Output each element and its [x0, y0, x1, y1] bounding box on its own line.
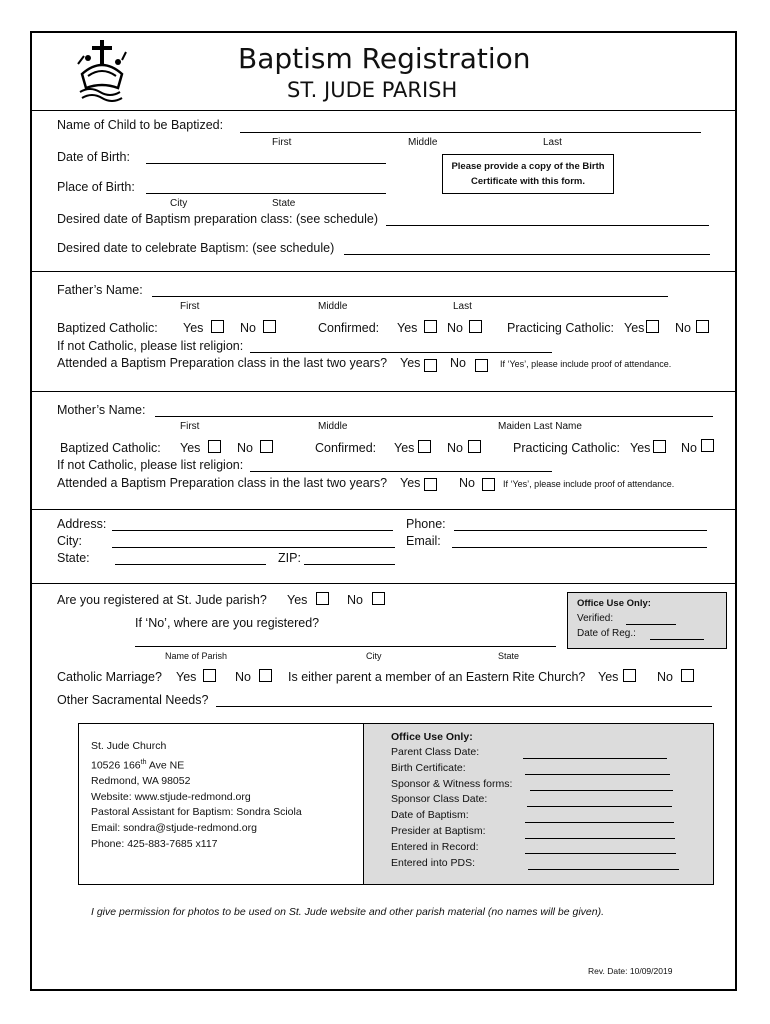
photo-permission: I give permission for photos to be used on St. Jude website and other parish material (no names will be given). [91, 906, 605, 918]
registered-label: Are you registered at St. Jude parish? [57, 593, 267, 607]
divider [32, 271, 735, 272]
sublabel: Middle [318, 421, 348, 432]
office-item: Parent Class Date: [391, 746, 480, 758]
eastern-yes-checkbox[interactable] [623, 669, 636, 682]
father-confirmed-label: Confirmed: [318, 321, 380, 335]
sublabel: State [272, 198, 296, 209]
office-field[interactable] [525, 853, 676, 854]
registered-no-checkbox[interactable] [372, 592, 385, 605]
date-reg-field[interactable] [650, 639, 704, 640]
father-proof-note: If ‘Yes’, please include proof of attendance. [500, 359, 672, 369]
mother-attended-yes-checkbox[interactable] [424, 478, 437, 491]
divider [32, 509, 735, 510]
mother-proof-note: If ‘Yes’, please include proof of attendance. [503, 479, 675, 489]
office-field[interactable] [523, 758, 667, 759]
no-label: No [459, 476, 475, 490]
sublabel: Last [453, 301, 472, 312]
pob-label: Place of Birth: [57, 180, 135, 194]
city-label: City: [57, 534, 82, 548]
office-item: Presider at Baptism: [391, 824, 486, 837]
eastern-no-checkbox[interactable] [681, 669, 694, 682]
mother-baptized-yes-checkbox[interactable] [208, 440, 221, 453]
mother-name-field[interactable] [155, 416, 713, 417]
child-name-field[interactable] [240, 132, 701, 133]
church-name: St. Jude Church [91, 740, 167, 752]
church-website[interactable]: Website: www.stjude-redmond.org [91, 790, 251, 803]
mother-confirmed-label: Confirmed: [315, 441, 377, 455]
church-street [91, 755, 302, 774]
prep-class-label: Desired date of Baptism preparation class: (see schedule) [57, 212, 378, 226]
office-item: Sponsor Class Date: [391, 793, 488, 806]
state-label: State: [57, 551, 90, 565]
mother-religion-label: If not Catholic, please list religion: [57, 458, 244, 472]
contact-email[interactable]: Email: sondra@stjude-redmond.org [91, 822, 257, 835]
email-field[interactable] [452, 547, 707, 548]
mother-name-label: Mother’s Name: [57, 403, 146, 417]
office-field[interactable] [525, 774, 670, 775]
phone-field[interactable] [454, 530, 707, 531]
contact-phone: Phone: 425-883-7685 x117 [91, 837, 218, 850]
office-item: Entered in Record: [391, 840, 479, 853]
sublabel: First [180, 301, 200, 312]
yes-label: Yes [624, 321, 645, 335]
yes-label: Yes [397, 321, 418, 335]
state-field[interactable] [115, 564, 266, 565]
yes-label: Yes [630, 441, 651, 455]
street-number: 10526 166 [91, 759, 141, 772]
yes-label: Yes [176, 670, 197, 684]
father-baptized-yes-checkbox[interactable] [211, 320, 224, 333]
mother-attended-no-checkbox[interactable] [482, 478, 495, 491]
father-name-field[interactable] [152, 296, 668, 297]
street-name: Ave NE [146, 759, 185, 772]
father-confirmed-no-checkbox[interactable] [469, 320, 482, 333]
divider [32, 110, 735, 111]
verified-field[interactable] [626, 624, 676, 625]
yes-label: Yes [400, 476, 421, 490]
mother-practicing-label: Practicing Catholic: [513, 441, 620, 455]
father-baptized-no-checkbox[interactable] [263, 320, 276, 333]
office-use-title: Office Use Only: [577, 598, 651, 609]
other-needs-field[interactable] [216, 706, 712, 707]
sublabel: City [170, 198, 188, 209]
address-label: Address: [57, 517, 107, 531]
parish-logo-icon [74, 38, 130, 102]
zip-label: ZIP: [278, 551, 301, 565]
where-registered-label: If ‘No’, where are you registered? [135, 616, 320, 630]
office-field[interactable] [525, 822, 674, 823]
office-item: Birth Certificate: [391, 761, 466, 774]
divider [32, 583, 735, 584]
marriage-no-checkbox[interactable] [259, 669, 272, 682]
verified-label: Verified: [577, 613, 614, 624]
father-attended-yes-checkbox[interactable] [424, 359, 437, 372]
contact-info [91, 739, 302, 852]
father-practicing-yes-checkbox[interactable] [646, 320, 659, 333]
father-baptized-label: Baptized Catholic: [57, 321, 158, 335]
sublabel: State [498, 651, 520, 661]
dob-field[interactable] [146, 163, 386, 164]
no-label: No [675, 321, 691, 335]
no-label: No [681, 441, 697, 455]
divider [32, 391, 735, 392]
address-field[interactable] [112, 530, 393, 531]
dob-label: Date of Birth: [57, 150, 130, 164]
baptism-date-label: Desired date to celebrate Baptism: (see schedule) [57, 241, 335, 255]
baptism-date-field[interactable] [344, 254, 710, 255]
parish-name: ST. JUDE PARISH [287, 78, 458, 102]
no-label: No [347, 593, 363, 607]
mother-confirmed-yes-checkbox[interactable] [418, 440, 431, 453]
mother-practicing-yes-checkbox[interactable] [653, 440, 666, 453]
father-confirmed-yes-checkbox[interactable] [424, 320, 437, 333]
yes-label: Yes [287, 593, 308, 607]
office-item: Sponsor & Witness forms: [391, 777, 513, 790]
zip-field[interactable] [304, 564, 395, 565]
office-item: Date of Baptism: [391, 809, 469, 822]
sublabel: Maiden Last Name [498, 421, 582, 432]
birth-certificate-note: Please provide a copy of the Birth Certificate with this form. [442, 154, 614, 194]
other-needs-label: Other Sacramental Needs? [57, 693, 209, 707]
sublabel: Last [543, 137, 562, 148]
sublabel: First [180, 421, 200, 432]
father-name-label: Father’s Name: [57, 283, 143, 297]
church-city: Redmond, WA 98052 [91, 774, 191, 787]
registered-yes-checkbox[interactable] [316, 592, 329, 605]
mother-confirmed-no-checkbox[interactable] [468, 440, 481, 453]
mother-baptized-no-checkbox[interactable] [260, 440, 273, 453]
other-parish-field[interactable] [135, 646, 556, 647]
sublabel: Name of Parish [165, 651, 228, 661]
office-field[interactable] [528, 869, 679, 870]
yes-label: Yes [598, 670, 619, 684]
revision-date: Rev. Date: 10/09/2019 [588, 966, 673, 976]
no-label: No [235, 670, 251, 684]
email-label: Email: [406, 534, 441, 548]
pastoral-assistant: Pastoral Assistant for Baptism: Sondra Sciola [91, 806, 302, 819]
yes-label: Yes [180, 441, 201, 455]
father-attended-label: Attended a Baptism Preparation class in the last two years? [57, 356, 388, 370]
no-label: No [657, 670, 673, 684]
marriage-yes-checkbox[interactable] [203, 669, 216, 682]
mother-practicing-no-checkbox[interactable] [701, 439, 714, 452]
child-name-label: Name of Child to be Baptized: [57, 118, 224, 132]
sublabel: First [272, 137, 292, 148]
yes-label: Yes [400, 356, 421, 370]
father-practicing-label: Practicing Catholic: [507, 321, 614, 335]
prep-class-field[interactable] [386, 225, 709, 226]
mother-baptized-label: Baptized Catholic: [60, 441, 161, 455]
father-religion-field[interactable] [250, 352, 552, 353]
no-label: No [447, 321, 463, 335]
street-suffix: th [140, 758, 147, 766]
pob-field[interactable] [146, 193, 386, 194]
marriage-label: Catholic Marriage? [57, 670, 162, 684]
city-field[interactable] [112, 547, 395, 548]
office-field[interactable] [527, 806, 672, 807]
mother-religion-field[interactable] [250, 471, 552, 472]
no-label: No [447, 441, 463, 455]
office-field[interactable] [530, 790, 673, 791]
form-title: Baptism Registration [238, 42, 531, 75]
sublabel: City [366, 651, 382, 661]
office-items [391, 745, 512, 871]
office-field[interactable] [525, 838, 675, 839]
office-item: Entered into PDS: [391, 856, 476, 869]
yes-label: Yes [183, 321, 204, 335]
eastern-rite-label: Is either parent a member of an Eastern Rite Church? [288, 670, 586, 684]
office-title: Office Use Only: [391, 731, 473, 743]
no-label: No [237, 441, 253, 455]
date-reg-label: Date of Reg.: [577, 628, 636, 639]
no-label: No [240, 321, 256, 335]
sublabel: Middle [318, 301, 348, 312]
no-label: No [450, 356, 466, 370]
father-religion-label: If not Catholic, please list religion: [57, 339, 244, 353]
father-attended-no-checkbox[interactable] [475, 359, 488, 372]
father-practicing-no-checkbox[interactable] [696, 320, 709, 333]
yes-label: Yes [394, 441, 415, 455]
mother-attended-label: Attended a Baptism Preparation class in the last two years? [57, 476, 388, 490]
phone-label: Phone: [406, 517, 446, 531]
sublabel: Middle [408, 137, 438, 148]
